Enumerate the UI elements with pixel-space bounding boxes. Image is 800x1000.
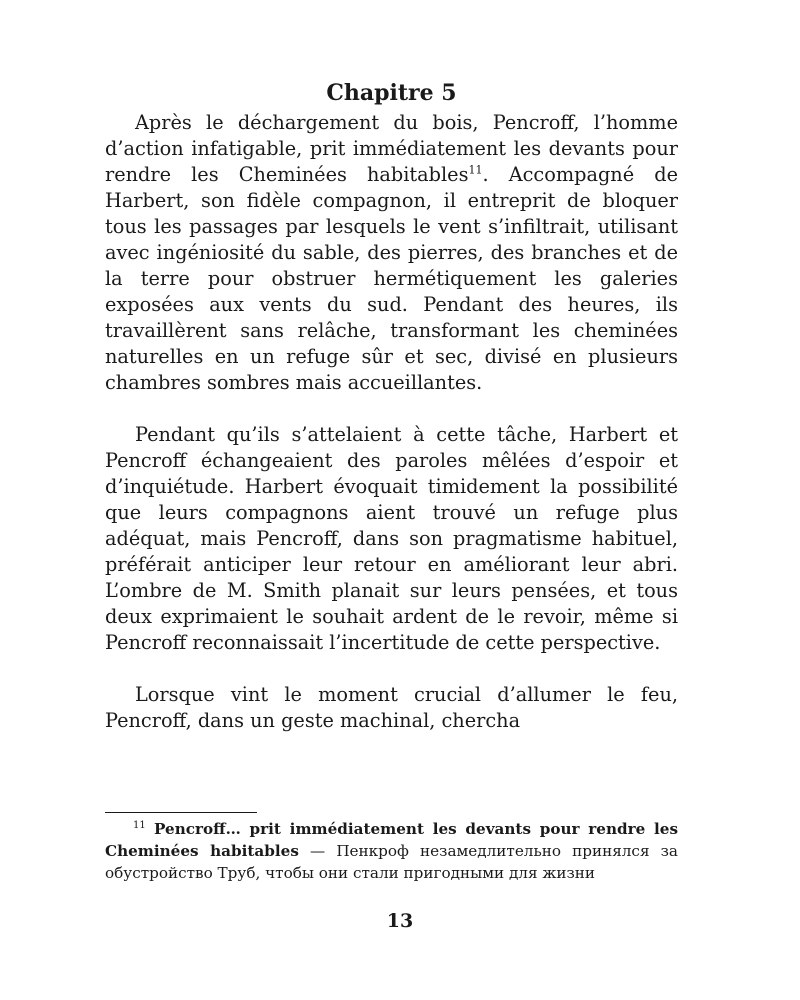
footnote <box>105 818 678 884</box>
chapter-title: Chapitre 5 <box>326 80 457 106</box>
page-number: 13 <box>386 910 414 932</box>
paragraph-3: Lorsque vint le moment crucial d’allumer le feu, Pencroff, dans un geste machinal, chercha <box>105 683 678 732</box>
footnote-number: 11 <box>133 819 146 831</box>
paragraph-1-text-b: . Accompagné de Harbert, son fidèle compagnon, il entreprit de bloquer tous les passages par lesquels le vent s’infiltrait, utilisant avec ingéniosité du sable, des pierres, des branches et de la terre pour obstruer hermétiquement les galeries exposées aux vents du sud. Pendant des heures, ils travaillèrent sans relâche, transformant les cheminées naturelles en un refuge sûr et sec, divisé en plusieurs chambres sombres mais accueillantes. <box>105 163 678 394</box>
paragraph-1-text-a: Après le déchargement du bois, Pencroff, l’homme d’action infatigable, prit immédiatement les devants pour rendre les Cheminées habitables <box>105 111 678 186</box>
paragraph-1 <box>105 110 678 396</box>
paragraph-2: Pendant qu’ils s’attelaient à cette tâche, Harbert et Pencroff échangeaient des paroles mêlées d’espoir et d’inquiétude. Harbert évoquait timidement la possibilité que leurs compagnons aient trouvé un refuge plus adéquat, mais Pencroff, dans son pragmatisme habituel, préférait anticiper leur retour en améliorant leur abri. L’ombre de M. Smith planait sur leurs pensées, et tous deux exprimaient le souhait ardent de le revoir, même si Pencroff reconnaissait l’incertitude de cette perspective. <box>105 423 678 654</box>
footnote-divider <box>105 812 257 813</box>
page-body <box>105 78 678 734</box>
footnote-translation: — Пенкроф незамедлительно принялся за обустройство Труб, чтобы они стали пригодными для жизни <box>105 842 678 882</box>
footnote-source-text: Pencroff… prit immédiatement les devants pour rendre les Cheminées habitables <box>105 820 678 860</box>
footnote-reference[interactable]: 11 <box>468 163 483 177</box>
